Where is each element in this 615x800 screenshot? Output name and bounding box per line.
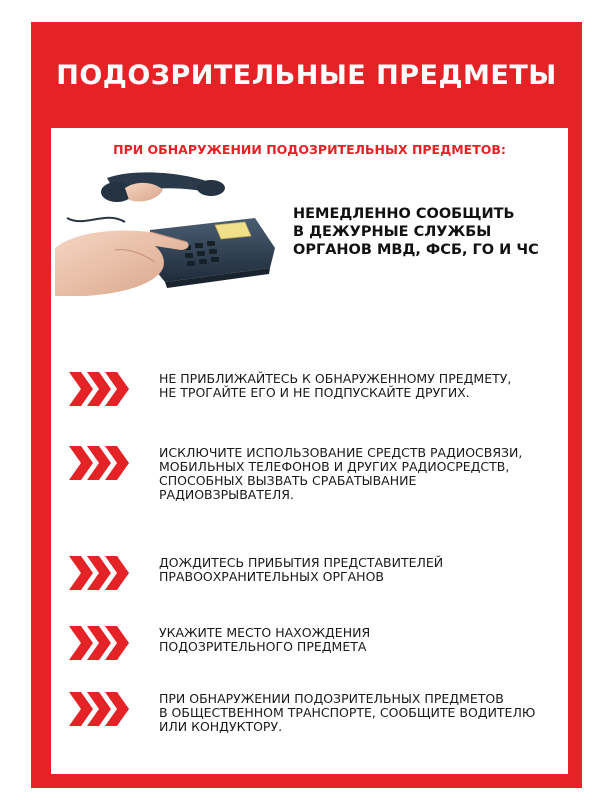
safety-poster xyxy=(31,22,582,788)
rule-line: НЕ ТРОГАЙТЕ ЕГО И НЕ ПОДПУСКАЙТЕ ДРУГИХ. xyxy=(159,385,470,400)
call-instruction-line: В ДЕЖУРНЫЕ СЛУЖБЫ xyxy=(293,224,492,240)
rule-line: ПРИ ОБНАРУЖЕНИИ ПОДОЗРИТЕЛЬНЫХ ПРЕДМЕТОВ xyxy=(159,691,504,706)
call-instruction-line: НЕМЕДЛЕННО СООБЩИТЬ xyxy=(293,206,515,222)
rule-line: МОБИЛЬНЫХ ТЕЛЕФОНОВ И ДРУГИХ РАДИОСРЕДСТВ, xyxy=(159,459,510,474)
rule-line: ИЛИ КОНДУКТОРУ. xyxy=(159,719,283,734)
call-instruction xyxy=(293,205,563,259)
call-instruction-line: ОРГАНОВ МВД, ФСБ, ГО И ЧС xyxy=(293,242,539,258)
rule-line: УКАЖИТЕ МЕСТО НАХОЖДЕНИЯ xyxy=(159,625,371,640)
telephone-hand-illustration xyxy=(55,170,285,300)
poster-title: ПОДОЗРИТЕЛЬНЫЕ ПРЕДМЕТЫ xyxy=(56,59,557,91)
rule-line: ПРАВООХРАНИТЕЛЬНЫХ ОРГАНОВ xyxy=(159,569,384,584)
rule-item xyxy=(69,692,535,734)
rule-line: РАДИОВЗРЫВАТЕЛЯ. xyxy=(159,487,294,502)
rule-text xyxy=(159,372,511,400)
rule-text xyxy=(159,446,522,502)
rule-item xyxy=(69,556,443,590)
rule-text xyxy=(159,556,443,584)
rule-item xyxy=(69,446,522,502)
rule-line: В ОБЩЕСТВЕННОМ ТРАНСПОРТЕ, СООБЩИТЕ ВОДИТЕЛЮ xyxy=(159,705,536,720)
rule-text xyxy=(159,626,370,654)
rule-line: ИСКЛЮЧИТЕ ИСПОЛЬЗОВАНИЕ СРЕДСТВ РАДИОСВЯЗИ, xyxy=(159,445,523,460)
content-panel xyxy=(51,128,568,774)
triple-chevron-icon xyxy=(69,446,129,480)
triple-chevron-icon xyxy=(69,556,129,590)
rule-item xyxy=(69,372,511,406)
rule-text xyxy=(159,692,535,734)
rule-line: ДОЖДИТЕСЬ ПРИБЫТИЯ ПРЕДСТАВИТЕЛЕЙ xyxy=(159,555,444,570)
rule-line: СПОСОБНЫХ ВЫЗВАТЬ СРАБАТЫВАНИЕ xyxy=(159,473,417,488)
rule-line: ПОДОЗРИТЕЛЬНОГО ПРЕДМЕТА xyxy=(159,639,367,654)
triple-chevron-icon xyxy=(69,626,129,660)
triple-chevron-icon xyxy=(69,692,129,726)
triple-chevron-icon xyxy=(69,372,129,406)
rule-line: НЕ ПРИБЛИЖАЙТЕСЬ К ОБНАРУЖЕННОМУ ПРЕДМЕТУ, xyxy=(159,371,512,386)
rule-item xyxy=(69,626,370,660)
poster-subtitle: ПРИ ОБНАРУЖЕНИИ ПОДОЗРИТЕЛЬНЫХ ПРЕДМЕТОВ: xyxy=(113,142,506,157)
